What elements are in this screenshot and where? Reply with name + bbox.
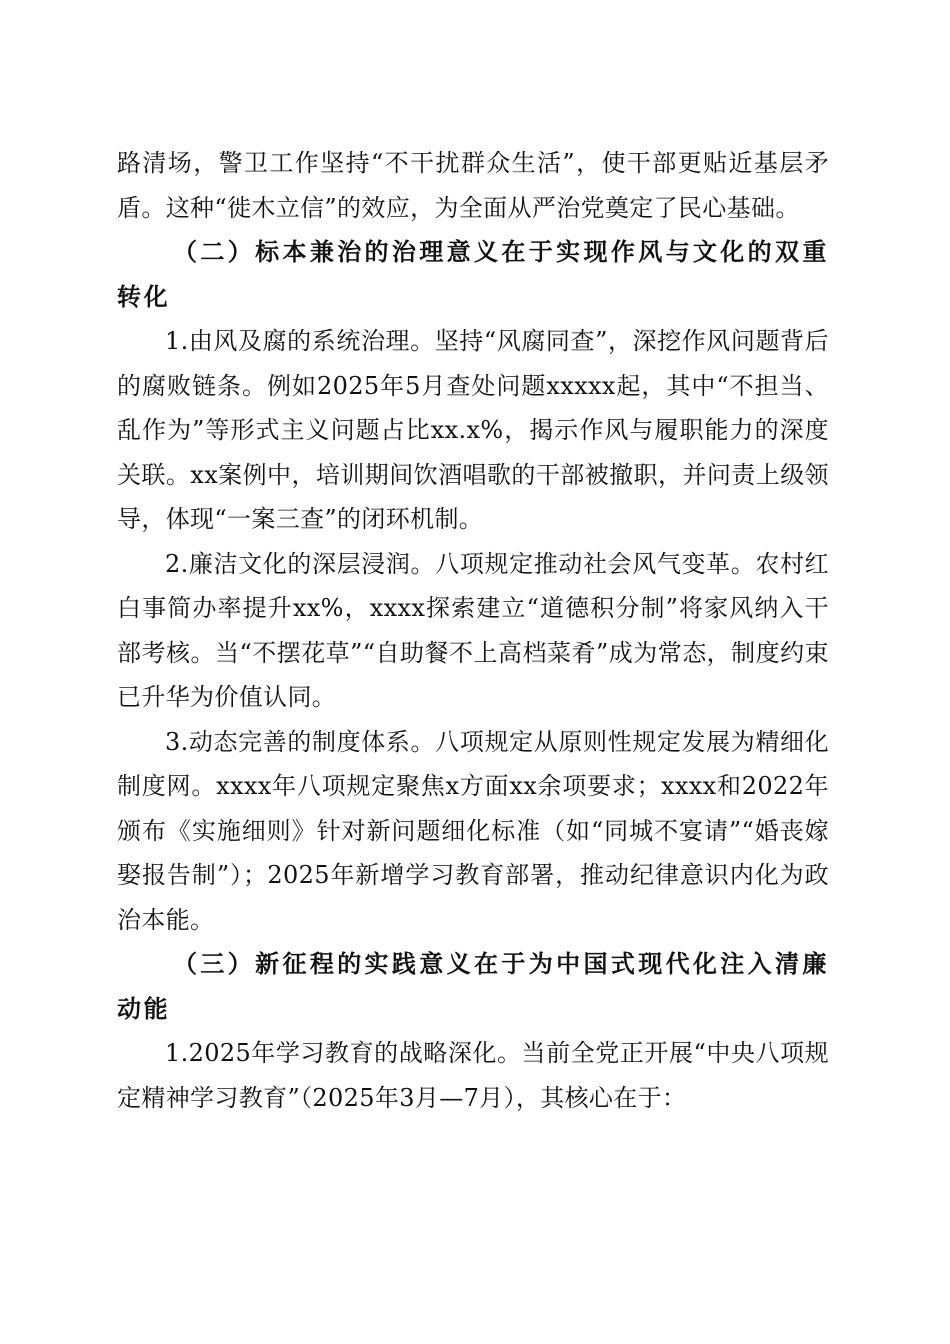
document-body — [117, 141, 829, 1120]
section-heading-3: （三）新征程的实践意义在于为中国式现代化注入清廉动能 — [117, 950, 829, 1023]
paragraph-item-1: 1.由风及腐的系统治理。坚持“风腐同查”，深挖作风问题背后的腐败链条。例如2025年5月查处问题xxxxx起，其中“不担当、乱作为”等形式主义问题占比xx.x%，揭示作风与履职能力的深度关联。xx案例中，培训期间饮酒唱歌的干部被撤职，并问责上级领导，体现“一案三查”的闭环机制。 — [117, 327, 829, 533]
paragraph-item-3: 3.动态完善的制度体系。八项规定从原则性规定发展为精细化制度网。xxxx年八项规定聚焦x方面xx余项要求；xxxx和2022年颁布《实施细则》针对新问题细化标准（如“同城不宴请”“婚丧嫁娶报告制”）；2025年新增学习教育部署，推动纪律意识内化为政治本能。 — [117, 727, 829, 934]
section-heading-2: （二）标本兼治的治理意义在于实现作风与文化的双重转化 — [117, 238, 829, 311]
paragraph-continued: 路清场，警卫工作坚持“不干扰群众生活”，使干部更贴近基层矛盾。这种“徙木立信”的效应，为全面从严治党奠定了民心基础。 — [117, 149, 829, 222]
paragraph-item-2: 2.廉洁文化的深层浸润。八项规定推动社会风气变革。农村红白事简办率提升xx%，xxxx探索建立“道德积分制”将家风纳入干部考核。当“不摆花草”“自助餐不上高档菜肴”成为常态，制度约束已升华为价值认同。 — [117, 549, 829, 711]
paragraph-item-4: 1.2025年学习教育的战略深化。当前全党正开展“中央八项规定精神学习教育”（2025年3月—7月），其核心在于： — [117, 1039, 829, 1112]
